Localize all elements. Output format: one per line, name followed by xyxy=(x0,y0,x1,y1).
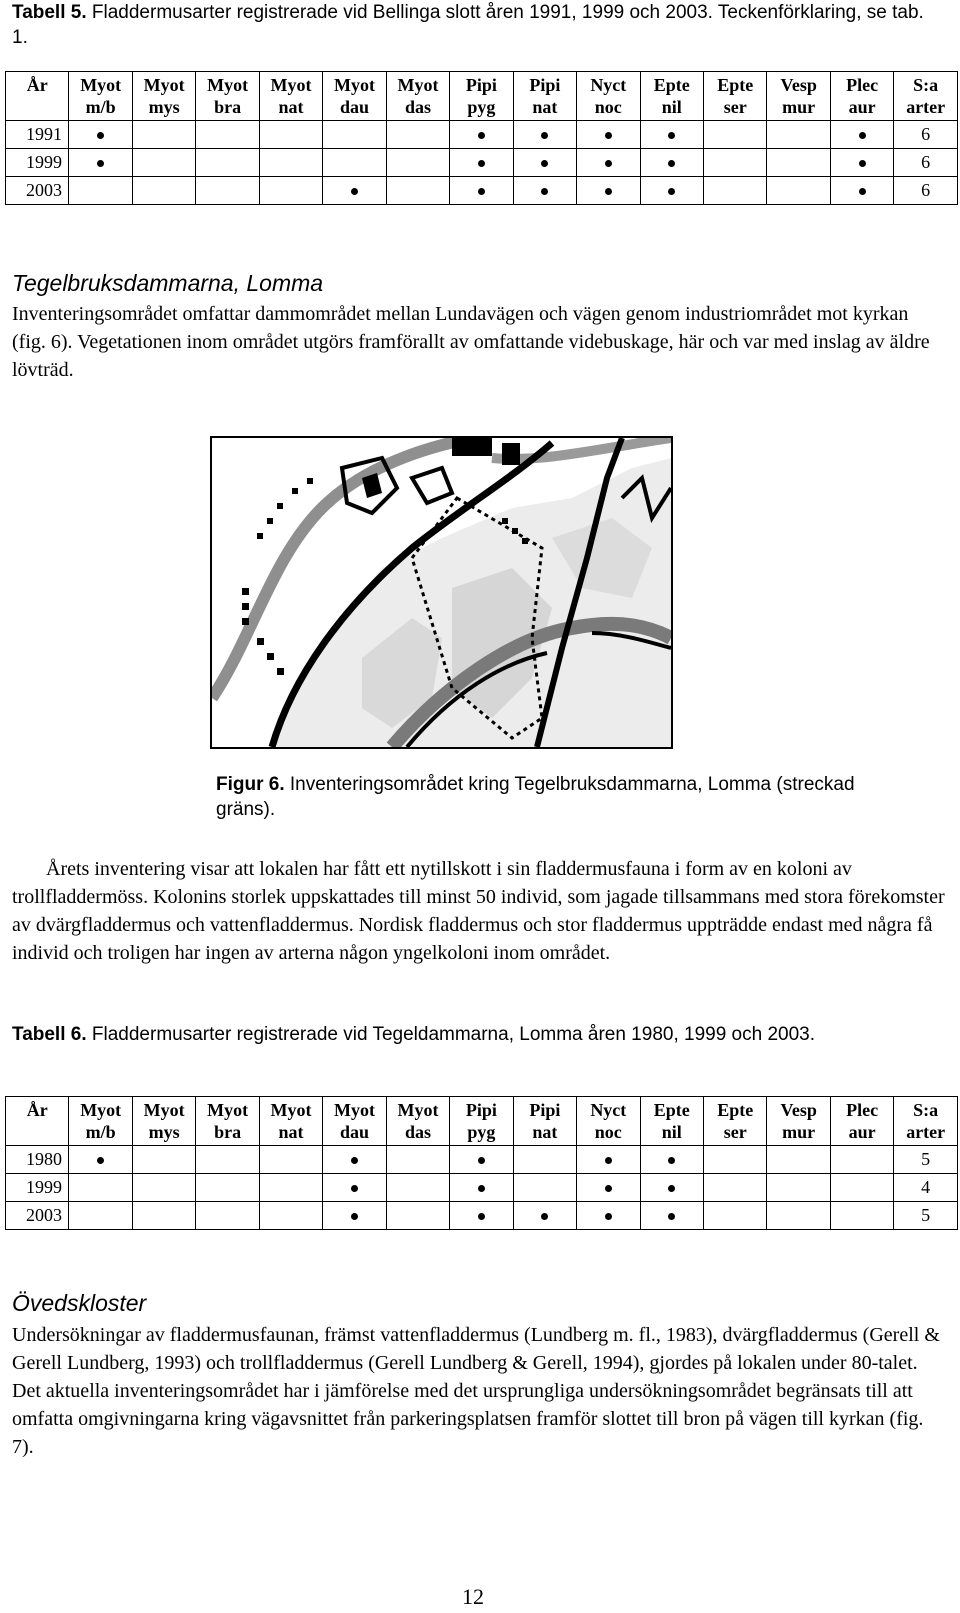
table6-header-text: nat xyxy=(278,1122,304,1142)
section1-body-paragraph: Årets inventering visar att lokalen har fått ett nytillskott i sin fladdermusfauna i form av en koloni av trollfladdermöss. Kolonins storlek uppskattades till minst 50 individ, som jagade tillsammans med stora förekomster av dvärgfladdermus och vattenfladdermus. Nordisk fladdermus och stor fladdermus uppträdde endast med några få individ och troligen har ingen av arterna någon yngelkoloni inom området. xyxy=(12,858,945,964)
table5-header-text: S:a xyxy=(913,75,939,95)
table6-species-cell xyxy=(830,1174,893,1202)
presence-dot-icon xyxy=(541,132,548,139)
table5-header-text: mys xyxy=(148,97,180,117)
table6 xyxy=(5,1096,958,1230)
presence-dot-icon xyxy=(478,160,485,167)
section-heading-ovedskloster: Övedskloster xyxy=(12,1290,147,1316)
map-building xyxy=(502,443,520,465)
table5-caption-label: Tabell 5. xyxy=(12,2,87,23)
table5-header-text: Myot xyxy=(143,75,185,95)
presence-dot-icon xyxy=(541,160,548,167)
table5-species-cell xyxy=(196,121,259,149)
presence-dot-icon xyxy=(668,188,675,195)
presence-dot-icon xyxy=(478,188,485,195)
table5-header-text: nat xyxy=(278,97,304,117)
table5-header-cell xyxy=(767,72,830,121)
table6-species-cell xyxy=(640,1146,703,1174)
table5-header-cell xyxy=(577,72,640,121)
table5-species-cell xyxy=(132,177,195,205)
table6-header-cell xyxy=(132,1097,195,1146)
presence-dot-icon xyxy=(859,188,866,195)
table6-header-text: Vesp xyxy=(780,1100,817,1120)
table6-year-cell: 2003 xyxy=(6,1202,69,1230)
table6-species-cell xyxy=(323,1202,386,1230)
table6-count-cell: 4 xyxy=(894,1174,958,1202)
table-row xyxy=(6,1174,958,1202)
table6-species-cell xyxy=(640,1202,703,1230)
table5-header-cell xyxy=(386,72,449,121)
table6-species-cell xyxy=(196,1174,259,1202)
table6-species-cell xyxy=(767,1146,830,1174)
table5-count-cell: 6 xyxy=(894,177,958,205)
table5-header-text: dau xyxy=(339,97,369,117)
table6-header-text: Pipi xyxy=(529,1100,561,1120)
table5-header-cell xyxy=(513,72,576,121)
table6-count-cell: 5 xyxy=(894,1146,958,1174)
table5-header-cell xyxy=(830,72,893,121)
table5-header-cell xyxy=(703,72,766,121)
table6-species-cell xyxy=(69,1174,132,1202)
table5-header-text: pyg xyxy=(467,97,496,117)
table5-header-text: nat xyxy=(532,97,558,117)
table5-header-text: Pipi xyxy=(529,75,561,95)
table6-header-cell xyxy=(386,1097,449,1146)
presence-dot-icon xyxy=(478,1157,485,1164)
table5-header-text: aur xyxy=(848,97,876,117)
presence-dot-icon xyxy=(605,132,612,139)
table6-caption-label: Tabell 6. xyxy=(12,1024,87,1045)
table5-header-cell xyxy=(259,72,322,121)
table6-species-cell xyxy=(386,1146,449,1174)
map-building xyxy=(412,468,452,503)
table5-header-text: Myot xyxy=(270,75,312,95)
table5-species-cell xyxy=(577,177,640,205)
presence-dot-icon xyxy=(668,1213,675,1220)
table5-header-text: Myot xyxy=(397,75,439,95)
table6-header-text: mys xyxy=(148,1122,180,1142)
table5-count-cell: 6 xyxy=(894,121,958,149)
table6-count-cell: 5 xyxy=(894,1202,958,1230)
table6-species-cell xyxy=(196,1146,259,1174)
table6-header-text: Plec xyxy=(846,1100,879,1120)
table5-species-cell xyxy=(386,177,449,205)
table5-header-cell xyxy=(323,72,386,121)
table6-caption xyxy=(12,1022,932,1047)
table6-species-cell xyxy=(577,1174,640,1202)
table6-species-cell xyxy=(830,1202,893,1230)
table5-species-cell xyxy=(830,149,893,177)
table6-species-cell xyxy=(767,1202,830,1230)
table6-header-cell xyxy=(640,1097,703,1146)
table5-species-cell xyxy=(640,177,703,205)
figure6-caption-label: Figur 6. xyxy=(216,774,285,795)
table5-species-cell xyxy=(132,121,195,149)
table6-header-cell xyxy=(196,1097,259,1146)
table5-species-cell xyxy=(513,149,576,177)
presence-dot-icon xyxy=(97,160,104,167)
table5-header-text: Plec xyxy=(846,75,879,95)
table6-species-cell xyxy=(577,1146,640,1174)
presence-dot-icon xyxy=(605,160,612,167)
table5-species-cell xyxy=(513,177,576,205)
table6-header-cell xyxy=(450,1097,513,1146)
table6-header-text: aur xyxy=(848,1122,876,1142)
table5-species-cell xyxy=(450,149,513,177)
table6-header-text: dau xyxy=(339,1122,369,1142)
table6-header-text: arter xyxy=(906,1122,946,1142)
table6-header-cell xyxy=(259,1097,322,1146)
section1-intro-paragraph: Inventeringsområdet omfattar dammområdet mellan Lundavägen och vägen genom industriområdet mot kyrkan (fig. 6). Vegetationen inom området utgörs framförallt av omfattande videbuskage, här och var med inslag av äldre lövträd. xyxy=(12,303,930,381)
table6-species-cell xyxy=(767,1174,830,1202)
table-row xyxy=(6,149,958,177)
presence-dot-icon xyxy=(605,1213,612,1220)
presence-dot-icon xyxy=(351,1213,358,1220)
section-heading-tegelbruksdammarna: Tegelbruksdammarna, Lomma xyxy=(12,270,324,296)
table5-year-cell: 2003 xyxy=(6,177,69,205)
table6-header-text: das xyxy=(404,1122,431,1142)
table5-header-text: bra xyxy=(214,97,242,117)
table5-year-cell: 1991 xyxy=(6,121,69,149)
table5-header-cell xyxy=(69,72,132,121)
table6-species-cell xyxy=(259,1202,322,1230)
table5-species-cell xyxy=(386,121,449,149)
table5-species-cell xyxy=(830,177,893,205)
table6-header-text: m/b xyxy=(85,1122,116,1142)
table5-species-cell xyxy=(323,177,386,205)
table5-species-cell xyxy=(640,149,703,177)
table6-species-cell xyxy=(69,1202,132,1230)
table5-header-text: Myot xyxy=(207,75,249,95)
table5-header-text: Epte xyxy=(653,75,690,95)
table5-header-text: Vesp xyxy=(780,75,817,95)
table6-body xyxy=(6,1146,958,1230)
table6-header-cell xyxy=(577,1097,640,1146)
presence-dot-icon xyxy=(351,1157,358,1164)
table6-species-cell xyxy=(450,1146,513,1174)
table6-species-cell xyxy=(577,1202,640,1230)
table6-header-cell xyxy=(703,1097,766,1146)
presence-dot-icon xyxy=(605,188,612,195)
table6-species-cell xyxy=(703,1174,766,1202)
table5-species-cell xyxy=(577,149,640,177)
table5-species-cell xyxy=(767,149,830,177)
table5-species-cell xyxy=(577,121,640,149)
table6-species-cell xyxy=(69,1146,132,1174)
table6-species-cell xyxy=(703,1202,766,1230)
figure6-caption xyxy=(216,772,916,822)
table6-species-cell xyxy=(450,1202,513,1230)
table5-header-cell xyxy=(132,72,195,121)
table6-species-cell xyxy=(132,1146,195,1174)
table5-species-cell xyxy=(259,121,322,149)
table6-header-text: Myot xyxy=(143,1100,185,1120)
presence-dot-icon xyxy=(668,1185,675,1192)
table-row xyxy=(6,121,958,149)
table5-species-cell xyxy=(69,149,132,177)
table-row xyxy=(6,1202,958,1230)
table-row xyxy=(6,177,958,205)
table6-header-text: nil xyxy=(661,1122,682,1142)
table6-species-cell xyxy=(386,1174,449,1202)
table5-year-cell: 1999 xyxy=(6,149,69,177)
table6-header-cell xyxy=(767,1097,830,1146)
presence-dot-icon xyxy=(668,132,675,139)
table6-header-cell xyxy=(513,1097,576,1146)
table6-header-text: Myot xyxy=(207,1100,249,1120)
table5 xyxy=(5,71,958,205)
table5-species-cell xyxy=(259,177,322,205)
presence-dot-icon xyxy=(478,1185,485,1192)
table5-species-cell xyxy=(69,121,132,149)
table5-header-text: Myot xyxy=(80,75,122,95)
table6-header-text: Myot xyxy=(80,1100,122,1120)
table6-header-cell xyxy=(6,1097,69,1146)
table6-header-text: Nyct xyxy=(590,1100,627,1120)
table6-species-cell xyxy=(259,1146,322,1174)
table6-species-cell xyxy=(323,1146,386,1174)
presence-dot-icon xyxy=(97,1157,104,1164)
table6-species-cell xyxy=(450,1174,513,1202)
table5-header-text: noc xyxy=(594,97,622,117)
presence-dot-icon xyxy=(859,132,866,139)
table6-species-cell xyxy=(132,1202,195,1230)
presence-dot-icon xyxy=(478,132,485,139)
table5-header-text: nil xyxy=(661,97,682,117)
table5-species-cell xyxy=(323,121,386,149)
table6-header-text: Epte xyxy=(717,1100,754,1120)
table5-species-cell xyxy=(767,177,830,205)
table5-species-cell xyxy=(450,177,513,205)
table5-header-text: mur xyxy=(782,97,816,117)
table6-caption-text: Fladdermusarter registrerade vid Tegeldammarna, Lomma åren 1980, 1999 och 2003. xyxy=(86,1024,816,1045)
table5-species-cell xyxy=(640,121,703,149)
table5-species-cell xyxy=(69,177,132,205)
presence-dot-icon xyxy=(859,160,866,167)
table5-count-cell: 6 xyxy=(894,149,958,177)
table6-species-cell xyxy=(196,1202,259,1230)
table5-header-text: Myot xyxy=(334,75,375,95)
table6-header-cell xyxy=(69,1097,132,1146)
table6-species-cell xyxy=(513,1146,576,1174)
presence-dot-icon xyxy=(668,1157,675,1164)
table6-header-text: Myot xyxy=(397,1100,439,1120)
table6-species-cell xyxy=(259,1174,322,1202)
section2-body-paragraph: Undersökningar av fladdermusfaunan, främst vattenfladdermus (Lundberg m. fl., 1983), dvärgfladdermus (Gerell & Gerell Lundberg, 1993) och trollfladdermus (Gerell Lundberg & Gerell, 1994), gjordes på lokalen under 80-talet. Det aktuella inventeringsområdet har i jämförelse med det ursprungliga undersökningsområdet begränsats till att omfatta omgivningarna kring vägavsnittet från parkeringsplatsen framför slottet till bron på vägen till kyrkan (fig. 7). xyxy=(12,1324,940,1458)
table6-header-text: Myot xyxy=(334,1100,375,1120)
table5-species-cell xyxy=(513,121,576,149)
table6-species-cell xyxy=(513,1202,576,1230)
table5-header-text: Nyct xyxy=(590,75,627,95)
table6-species-cell xyxy=(386,1202,449,1230)
table5-header-cell xyxy=(640,72,703,121)
table6-header-cell xyxy=(830,1097,893,1146)
table5-species-cell xyxy=(767,121,830,149)
table5-header-text: År xyxy=(26,75,48,95)
table6-year-cell: 1980 xyxy=(6,1146,69,1174)
presence-dot-icon xyxy=(668,160,675,167)
table5-species-cell xyxy=(450,121,513,149)
table6-header-text: bra xyxy=(214,1122,242,1142)
table5-header-cell xyxy=(450,72,513,121)
figure6-map xyxy=(210,436,673,749)
presence-dot-icon xyxy=(605,1185,612,1192)
table6-header-text: mur xyxy=(782,1122,816,1142)
table5-species-cell xyxy=(386,149,449,177)
table5-species-cell xyxy=(830,121,893,149)
figure6-caption-text: Inventeringsområdet kring Tegelbruksdammarna, Lomma (streckad gräns). xyxy=(216,774,855,820)
table5-header-row xyxy=(6,72,958,121)
table6-header-text: S:a xyxy=(913,1100,939,1120)
table6-header-cell xyxy=(323,1097,386,1146)
table6-header-text: Epte xyxy=(653,1100,690,1120)
table6-header-text: Pipi xyxy=(465,1100,497,1120)
table5-body xyxy=(6,121,958,205)
table5-species-cell xyxy=(703,121,766,149)
table6-header-text: ser xyxy=(723,1122,747,1142)
table5-species-cell xyxy=(196,177,259,205)
table6-header-row xyxy=(6,1097,958,1146)
presence-dot-icon xyxy=(541,188,548,195)
table6-species-cell xyxy=(323,1174,386,1202)
presence-dot-icon xyxy=(351,188,358,195)
table-row xyxy=(6,1146,958,1174)
table5-caption-text: Fladdermusarter registrerade vid Bellinga slott åren 1991, 1999 och 2003. Teckenförklaring, se tab. 1. xyxy=(12,2,924,48)
table5-species-cell xyxy=(703,177,766,205)
table6-species-cell xyxy=(830,1146,893,1174)
presence-dot-icon xyxy=(478,1213,485,1220)
page-number: 12 xyxy=(462,1584,484,1609)
table5-species-cell xyxy=(132,149,195,177)
table5-species-cell xyxy=(703,149,766,177)
table6-header-text: År xyxy=(26,1100,48,1120)
table5-header-cell xyxy=(6,72,69,121)
table6-species-cell xyxy=(132,1174,195,1202)
table5-species-cell xyxy=(259,149,322,177)
table5-header-text: Pipi xyxy=(465,75,497,95)
table5-header-text: ser xyxy=(723,97,747,117)
table5-header-text: Epte xyxy=(717,75,754,95)
table6-species-cell xyxy=(703,1146,766,1174)
table5-species-cell xyxy=(196,149,259,177)
table5-caption xyxy=(12,0,932,50)
presence-dot-icon xyxy=(351,1185,358,1192)
table6-header-cell xyxy=(894,1097,958,1146)
table6-header-text: pyg xyxy=(467,1122,496,1142)
table5-header-cell xyxy=(894,72,958,121)
table5-species-cell xyxy=(323,149,386,177)
table5-header-text: arter xyxy=(906,97,946,117)
map-graphic xyxy=(212,438,671,747)
table5-header-text: m/b xyxy=(85,97,116,117)
table6-header-text: nat xyxy=(532,1122,558,1142)
table6-header-text: Myot xyxy=(270,1100,312,1120)
presence-dot-icon xyxy=(541,1213,548,1220)
presence-dot-icon xyxy=(97,132,104,139)
table6-species-cell xyxy=(640,1174,703,1202)
table5-header-text: das xyxy=(404,97,431,117)
table5-header-cell xyxy=(196,72,259,121)
table6-species-cell xyxy=(513,1174,576,1202)
presence-dot-icon xyxy=(605,1157,612,1164)
table6-header-text: noc xyxy=(594,1122,622,1142)
table6-year-cell: 1999 xyxy=(6,1174,69,1202)
map-building xyxy=(452,438,492,456)
